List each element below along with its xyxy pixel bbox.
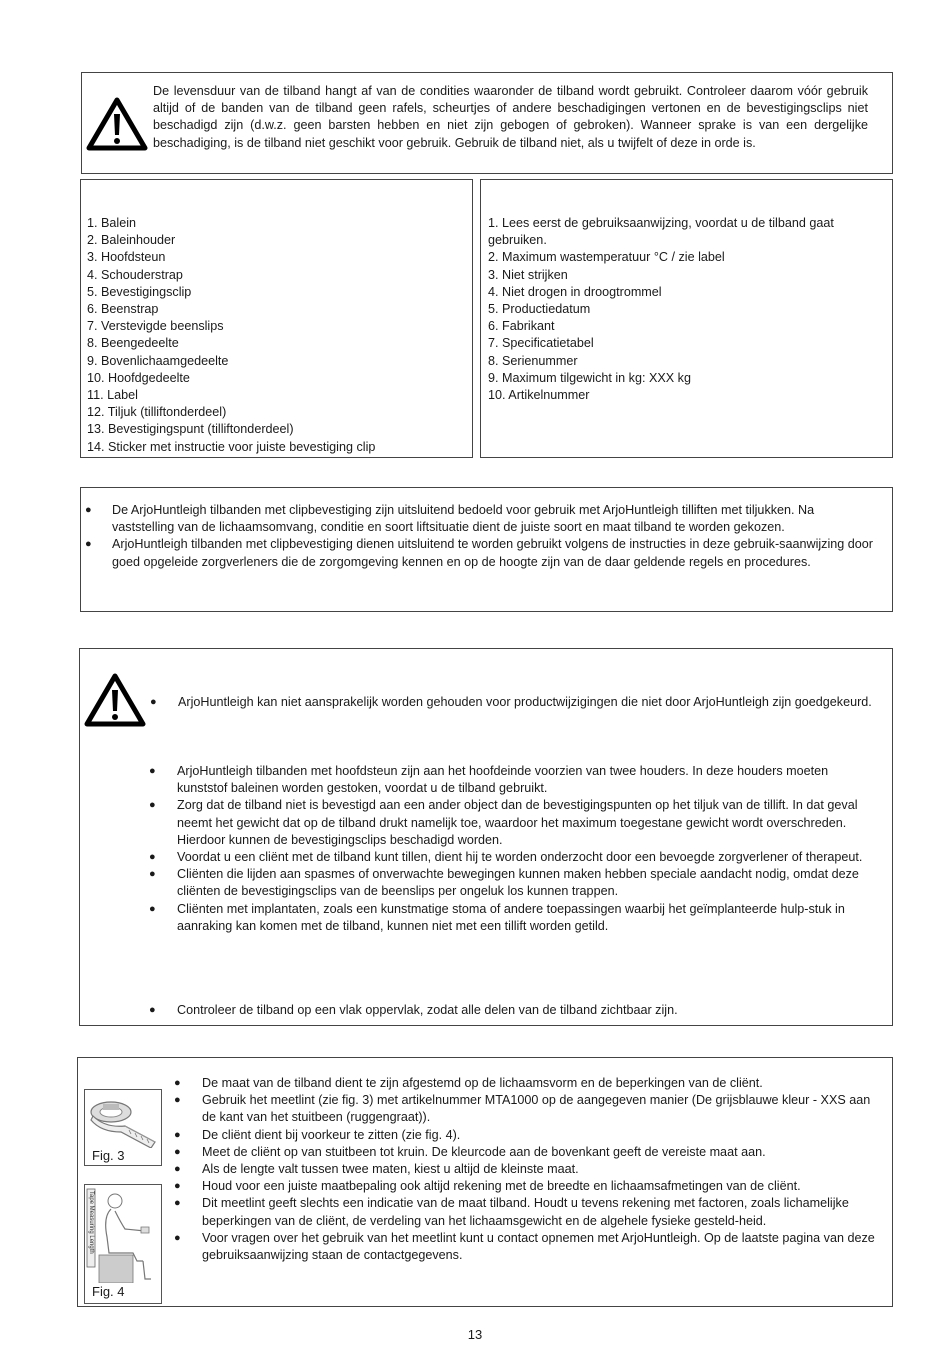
list-item: 6. Beenstrap <box>87 302 159 317</box>
list-item: 5. Productiedatum <box>488 302 591 317</box>
list-item: 2. Baleinhouder <box>87 233 176 248</box>
parts-list-box <box>80 179 473 458</box>
list-item: ● De cliënt dient bij voorkeur te zitten (zie fig. 4). <box>202 1127 882 1144</box>
list-item: 7. Specificatietabel <box>488 336 594 351</box>
warning-icon <box>84 673 146 727</box>
safety-box <box>79 648 893 1026</box>
tape-measure-label: Tape Measuring Length <box>88 1191 94 1254</box>
bullet-icon: ● <box>85 538 92 551</box>
list-item: 1. Balein <box>87 216 137 230</box>
warning-icon <box>86 97 148 151</box>
list-item: ● Gebruik het meetlint (zie fig. 3) met artikelnummer MTA1000 op de aangegeven manier (De grijsblauwe kleur - XXS aan de kant van het stuitbeen (ruggengraat)). <box>174 1093 871 1125</box>
intended-use-box <box>80 487 893 612</box>
list-item: 13. Bevestigingspunt (tilliftonderdeel) <box>87 422 294 437</box>
bullet-icon: ● <box>149 1004 156 1016</box>
list-item: ● Meet de cliënt op van stuitbeen tot kruin. De kleurcode aan de bovenkant geeft de vereiste maat aan. <box>202 1144 882 1161</box>
list-item: ● De ArjoHuntleigh tilbanden met clipbevestiging zijn uitsluitend bedoeld voor gebruik met ArjoHuntleigh tilliften met tiljukken. Na vaststelling van de lichaamsomvang, conditie en soort liftsituatie dient de juiste soort en maat tilband te worden gekozen. <box>85 503 815 535</box>
bullet-icon: ● <box>174 1145 181 1158</box>
list-item: ● ArjoHuntleigh kan niet aansprakelijk worden gehouden voor productwijzigingen die niet door ArjoHuntleigh zijn goedgekeurd. <box>178 694 878 711</box>
list-item: 6. Fabrikant <box>488 319 555 334</box>
list-item: ● Controleer de tilband op een vlak oppervlak, zodat alle delen van de tilband zichtbaar zijn. <box>177 1002 877 1019</box>
safety-warning-list <box>150 694 878 711</box>
list-item: 10. Artikelnummer <box>488 388 590 403</box>
list-item: ● De maat van de tilband dient te zijn afgestemd op de lichaamsvorm en de beperkingen van de cliënt. <box>202 1075 882 1092</box>
bullet-icon: ● <box>174 1231 181 1244</box>
list-item: 3. Niet strijken <box>488 267 568 282</box>
bullet-icon: ● <box>149 868 156 881</box>
list-item: 10. Hoofdgedeelte <box>87 370 190 385</box>
bullet-icon: ● <box>85 504 92 516</box>
sizing-list <box>174 1075 882 1264</box>
list-item: ● ArjoHuntleigh tilbanden met clipbevestiging dienen uitsluitend te worden gebruikt volgens de instructies in deze gebruik-saanwijzing door goed opgeleide zorgverleners die de zorgomgeving kennen en op de hoogte zijn van de daar geldende regels en procedures. <box>85 537 873 569</box>
list-item: 11. Label <box>87 388 138 403</box>
bullet-icon: ● <box>174 1094 181 1107</box>
list-item: ● Dit meetlint geeft slechts een indicatie van de maat tilband. Houdt u tevens rekening met factoren, zoals lichamelijke beperkingen van de cliënt, de verdeling van het lichaamsgewicht en de algehele fysieke gesteld-heid. <box>174 1196 849 1228</box>
list-item: ● Als de lengte valt tussen twee maten, kiest u altijd de kleinste maat. <box>202 1161 882 1178</box>
intended-use-list <box>85 502 874 571</box>
bullet-icon: ● <box>174 1128 181 1141</box>
list-item: ● Cliënten met implantaten, zoals een kunstmatige stoma of andere toepassingen waarbij het geïmplanteerde hulp-stuk in aanraking kan komen met de tilband, kunnen niet met een tillift worden getild. <box>149 901 845 933</box>
bullet-icon: ● <box>150 696 157 708</box>
list-item: 9. Bovenlichaamgedeelte <box>87 353 229 368</box>
label-list <box>488 215 884 404</box>
list-item: 5. Bevestigingsclip <box>87 284 192 299</box>
bullet-icon: ● <box>149 765 156 777</box>
list-item: 8. Beengedeelte <box>87 336 179 351</box>
figure-4-caption: Fig. 4 <box>92 1284 125 1299</box>
list-item: 8. Serienummer <box>488 353 578 368</box>
list-item: ● ArjoHuntleigh tilbanden met hoofdsteun zijn aan het hoofdeinde voorzien van twee houders. In deze houders moeten kunststof baleinen worden gestoken, voordat u de tilband gebruikt. <box>149 764 829 796</box>
list-item: 3. Hoofdsteun <box>87 250 166 265</box>
list-item: ● Voor vragen over het gebruik van het meetlint kunt u contact opnemen met ArjoHuntleigh. Op de laatste pagina van deze gebruiksaanwijzing staan de contactgegevens. <box>174 1230 875 1263</box>
page-number: 13 <box>467 1327 483 1342</box>
label-list-box <box>480 179 893 458</box>
list-item: ● Cliënten die lijden aan spasmes of onverwachte bewegingen kunnen maken hebben speciale aandacht nodig, omdat deze cliënten de bevestigingsclips van de beenslips per ongeluk los kunnen trappen. <box>149 867 859 899</box>
list-item: ● Voordat u een cliënt met de tilband kunt tillen, dient hij te worden onderzocht door een bevoegde zorgverlener of therapeut. <box>177 849 877 866</box>
list-item: 4. Niet drogen in droogtrommel <box>488 284 662 299</box>
list-item: 12. Tiljuk (tilliftonderdeel) <box>87 405 227 420</box>
measuring-tape-image <box>85 1090 161 1148</box>
list-item: 2. Maximum wastemperatuur °C / zie label <box>488 250 725 265</box>
list-item: 14. Sticker met instructie voor juiste bevestiging clip <box>87 439 376 454</box>
warning-intro-box <box>81 72 893 174</box>
list-item: ● Houd voor een juiste maatbepaling ook altijd rekening met de breedte en lichaamsafmetingen van de cliënt. <box>202 1178 882 1195</box>
bullet-icon: ● <box>174 1197 181 1210</box>
figure-3 <box>84 1089 162 1166</box>
figure-4 <box>84 1184 162 1304</box>
list-item: ● Zorg dat de tilband niet is bevestigd aan een ander object dan de bevestigingspunten op het tiljuk van de tillift. In dat geval neemt het gewicht dat op de tilband drukt namelijk toe, waardoor het maximum toegestane gewicht wordt overschreden. Hierdoor kunnen de bevestigingsclips beschadigd worden. <box>149 798 858 847</box>
sizing-box <box>77 1057 893 1307</box>
bullet-icon: ● <box>174 1163 181 1176</box>
list-item: 9. Maximum tilgewicht in kg: XXX kg <box>488 370 691 385</box>
figure-3-caption: Fig. 3 <box>92 1148 125 1163</box>
bullet-icon: ● <box>149 902 156 915</box>
safety-check-list <box>149 1002 877 1019</box>
bullet-icon: ● <box>174 1077 181 1089</box>
list-item: 7. Verstevigde beenslips <box>87 319 224 334</box>
bullet-icon: ● <box>174 1180 181 1193</box>
seated-client-image <box>85 1187 161 1283</box>
bullet-icon: ● <box>149 799 156 812</box>
warning-intro-text: De levensduur van de tilband hangt af van de condities waaronder de tilband wordt gebruikt. Controleer daarom vóór gebruik altijd of de banden van de tilband geen rafels, scheurtjes of andere beschadigingen vertonen en de bevestigingsclips niet beschadigd zijn (d.w.z. geen barsten hebben en niet zijn gebogen of gebroken). Wanneer sprake is van een dergelijke beschadiging, is de tilband niet geschikt voor gebruik. Gebruik de tilband niet, als u twijfelt of deze in orde is. <box>153 84 868 150</box>
safety-list <box>149 763 877 935</box>
parts-list <box>87 215 375 456</box>
list-item: 1. Lees eerst de gebruiksaanwijzing, voordat u de tilband gaat gebruiken. <box>488 216 834 248</box>
list-item: 4. Schouderstrap <box>87 267 183 282</box>
bullet-icon: ● <box>149 851 156 864</box>
